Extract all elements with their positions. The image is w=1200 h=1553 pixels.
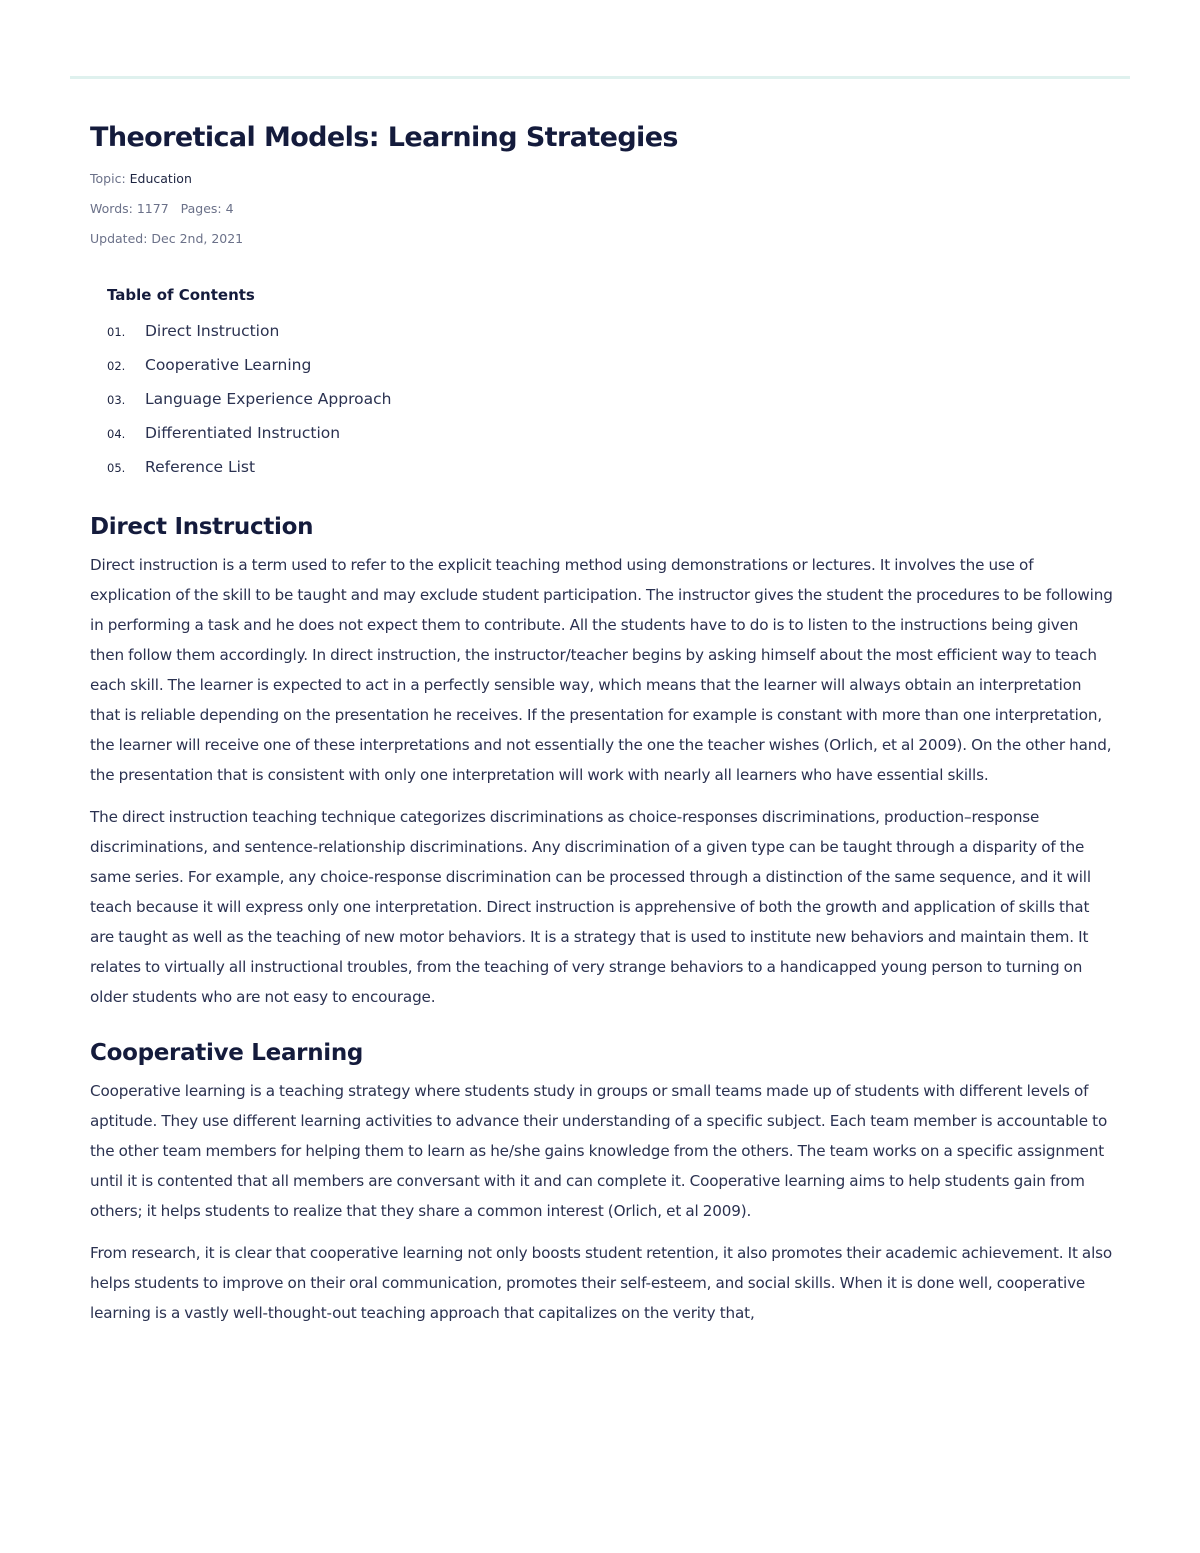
toc-link[interactable]: Language Experience Approach [145, 390, 392, 408]
toc-link[interactable]: Reference List [145, 458, 256, 476]
toc-number: 04. [107, 427, 126, 441]
body-paragraph: The direct instruction teaching technique categorizes discriminations as choice-responses discriminations, production–response discriminations, and sentence-relationship discriminations. Any discrimination of a given type can be taught through a disparity of the same series. For example, any choice-response discrimination can be processed through a distinction of the same sequence, and it will teach because it will express only one interpretation. Direct instruction is apprehensive of both the growth and application of skills that are taught as well as the teaching of new motor behaviors. It is a strategy that is used to institute new behaviors and maintain them. It relates to virtually all instructional troubles, from the teaching of very strange behaviors to a handicapped young person to turning on older students who are not easy to encourage. [90, 808, 1091, 1006]
toc-number: 02. [107, 359, 126, 373]
updated-meta [90, 224, 1115, 254]
words-value: 1177 [136, 201, 169, 216]
table-of-contents [107, 284, 1115, 484]
section-heading: Cooperative Learning [90, 1040, 364, 1066]
pages-label: Pages: [180, 201, 222, 216]
pages-value: 4 [225, 201, 234, 216]
toc-heading: Table of Contents [107, 286, 255, 304]
toc-item-differentiated-instruction[interactable] [107, 416, 1115, 450]
body-paragraph: Direct instruction is a term used to refer to the explicit teaching method using demonstrations or lectures. It involves the use of explication of the skill to be taught and may exclude student participation. The instructor gives the student the procedures to be following in performing a task and he does not expect them to contribute. All the students have to do is to listen to the instructions being given then follow them accordingly. In direct instruction, the instructor/teacher begins by asking himself about the most efficient way to teach each skill. The learner is expected to act in a perfectly sensible way, which means that the learner will always obtain an interpretation that is reliable depending on the presentation he receives. If the presentation for example is constant with more than one interpretation, the learner will receive one of these interpretations and not essentially the one the teacher wishes (Orlich, et al 2009). On the other hand, the presentation that is consistent with only one interpretation will work with nearly all learners who have essential skills. [90, 556, 1113, 784]
page-title: Theoretical Models: Learning Strategies [90, 122, 678, 153]
updated-label: Updated: [90, 231, 148, 246]
topic-value[interactable]: Education [129, 171, 192, 186]
body-paragraph: From research, it is clear that cooperative learning not only boosts student retention, it also promotes their academic achievement. It also helps students to improve on their oral communication, promotes their self-esteem, and social skills. When it is done well, cooperative learning is a vastly well-thought-out teaching approach that capitalizes on the verity that, [90, 1244, 1113, 1322]
toc-number: 05. [107, 461, 126, 475]
document-body [90, 118, 1115, 1328]
toc-item-direct-instruction[interactable] [107, 314, 1115, 348]
section-direct-instruction [90, 510, 1115, 1012]
topic-meta [90, 164, 1115, 194]
toc-item-reference-list[interactable] [107, 450, 1115, 484]
top-divider [70, 76, 1130, 79]
toc-link[interactable]: Cooperative Learning [145, 356, 312, 374]
section-heading: Direct Instruction [90, 514, 314, 540]
section-cooperative-learning [90, 1036, 1115, 1328]
toc-link[interactable]: Direct Instruction [145, 322, 280, 340]
words-label: Words: [90, 201, 133, 216]
updated-value: Dec 2nd, 2021 [151, 231, 244, 246]
toc-number: 01. [107, 325, 126, 339]
toc-item-cooperative-learning[interactable] [107, 348, 1115, 382]
topic-label: Topic: [90, 171, 126, 186]
body-paragraph: Cooperative learning is a teaching strategy where students study in groups or small teams made up of students with different levels of aptitude. They use different learning activities to advance their understanding of a specific subject. Each team member is accountable to the other team members for helping them to learn as he/she gains knowledge from the others. The team works on a specific assignment until it is contented that all members are conversant with it and can complete it. Cooperative learning aims to help students gain from others; it helps students to realize that they share a common interest (Orlich, et al 2009). [90, 1082, 1108, 1220]
toc-number: 03. [107, 393, 126, 407]
stats-meta [90, 194, 1115, 224]
toc-link[interactable]: Differentiated Instruction [145, 424, 341, 442]
toc-item-language-experience-approach[interactable] [107, 382, 1115, 416]
